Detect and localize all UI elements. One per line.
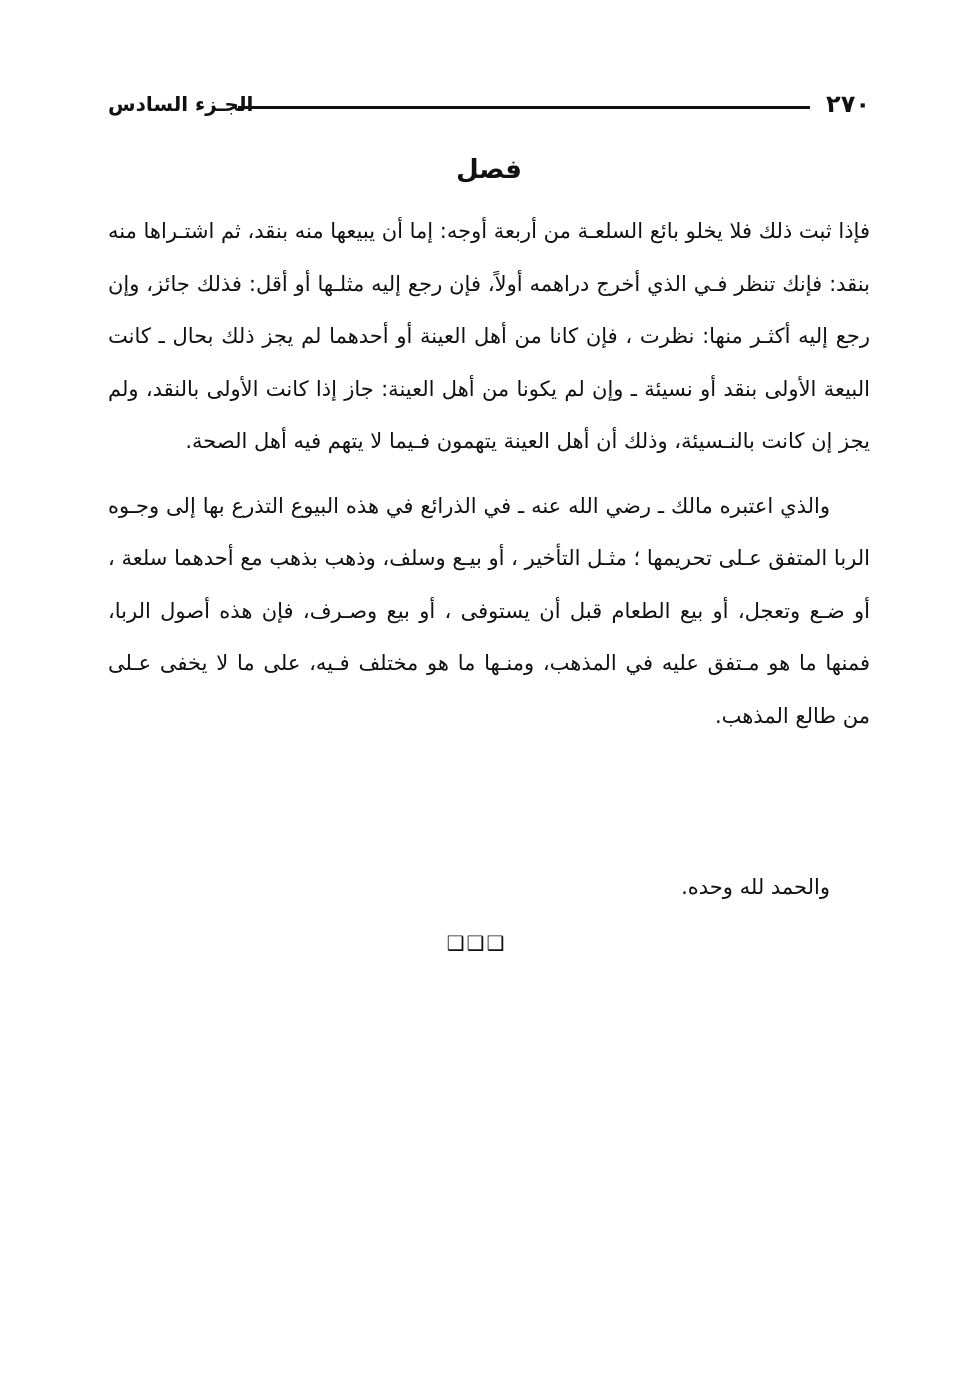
page-number: ٢٧٠ [826, 90, 870, 118]
body-text [108, 205, 870, 754]
header-rule [238, 106, 810, 109]
page-header [108, 86, 870, 126]
end-ornament-icon: ❑❑❑ [446, 931, 507, 955]
running-title: الجـزء السادس [108, 92, 254, 116]
closing-line: والحمد لله وحده. [681, 875, 830, 899]
paragraph-1: فإذا ثبت ذلك فلا يخلو بائع السلعـة من أربعة أوجه: إما أن يبيعها منه بنقد، ثم اشتـراها منه بنقد: فإنك تنظر فـي الذي أخرج دراهمه أولاً، فإن رجع إليه مثلـها أو أقل: فذلك جائز، وإن رجع إليه أكثـر منها: نظرت ، فإن كانا من أهل العينة أو أحدهما لم يجز ذلك بحال ـ كانت البيعة الأولى بنقد أو نسيئة ـ وإن لم يكونا من أهل العينة: جاز إذا كانت الأولى بالنقد، ولم يجز إن كانت بالنـسيئة، وذلك أن أهل العينة يتهمون فـيما لا يتهم فيه أهل الصحة. [108, 219, 870, 453]
paragraph-2: والذي اعتبره مالك ـ رضي الله عنه ـ في الذرائع في هذه البيوع التذرع بها إلى وجـوه الربا المتفق عـلى تحريمها ؛ مثـل التأخير ، أو بيـع وسلف، وذهب بذهب مع أحدهما سلعة ، أو ضـع وتعجل، أو بيع الطعام قبل أن يستوفى ، أو بيع وصـرف، فإن هذه أصول الربا، فمنها ما هو مـتفق عليه في المذهب، ومنـها ما هو مختلف فـيه، على ما لا يخفى عـلى من طالع المذهب. [108, 493, 870, 728]
section-heading: فصل [456, 155, 522, 185]
